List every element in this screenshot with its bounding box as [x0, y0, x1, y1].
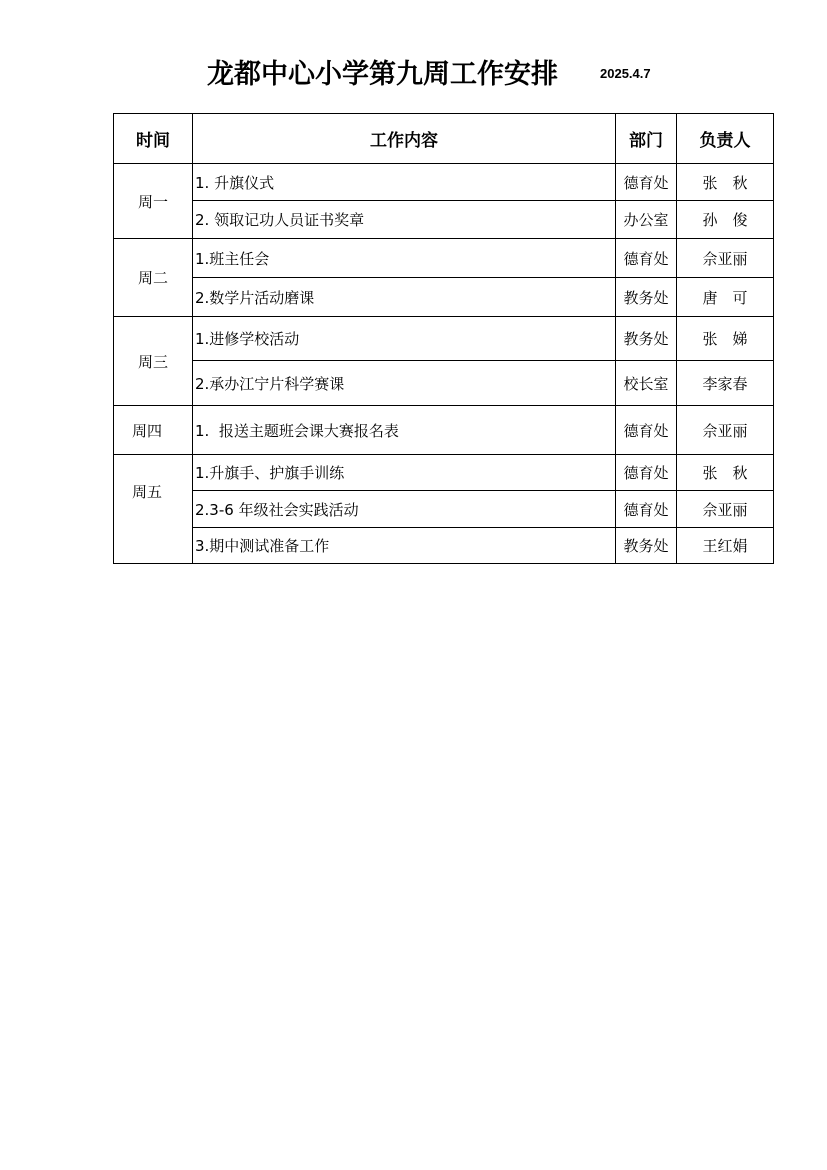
title-row	[0, 52, 827, 92]
page-title: 龙都中心小学第九周工作安排	[207, 59, 558, 90]
header-time: 时间	[114, 114, 193, 164]
day-cell-thu: 周四	[114, 406, 193, 455]
dept-cell: 教务处	[616, 528, 677, 564]
content-cell: 1.升旗手、护旗手训练	[193, 455, 616, 491]
content-cell: 2.承办江宁片科学赛课	[193, 361, 616, 406]
dept-cell: 德育处	[616, 455, 677, 491]
content-cell: 1.进修学校活动	[193, 317, 616, 361]
person-cell: 王红娟	[677, 528, 774, 564]
person-cell: 佘亚丽	[677, 491, 774, 528]
person-cell: 张 秋	[677, 455, 774, 491]
dept-cell: 德育处	[616, 491, 677, 528]
table-row	[114, 406, 774, 455]
table-row	[114, 528, 774, 564]
person-cell: 唐 可	[677, 278, 774, 317]
header-person: 负责人	[677, 114, 774, 164]
person-cell: 李家春	[677, 361, 774, 406]
table-row	[114, 278, 774, 317]
schedule-table	[113, 113, 774, 564]
table-row	[114, 164, 774, 201]
dept-cell: 办公室	[616, 201, 677, 239]
dept-cell: 德育处	[616, 164, 677, 201]
dept-cell: 德育处	[616, 406, 677, 455]
date-label: 2025.4.7	[600, 66, 651, 81]
content-cell: 1.班主任会	[193, 239, 616, 278]
content-cell: 2.数学片活动磨课	[193, 278, 616, 317]
content-cell: 2.3-6 年级社会实践活动	[193, 491, 616, 528]
table-row	[114, 361, 774, 406]
table-row	[114, 491, 774, 528]
dept-cell: 教务处	[616, 317, 677, 361]
header-content: 工作内容	[193, 114, 616, 164]
table-row	[114, 317, 774, 361]
person-cell: 孙 俊	[677, 201, 774, 239]
person-cell: 张 秋	[677, 164, 774, 201]
dept-cell: 教务处	[616, 278, 677, 317]
table-row	[114, 239, 774, 278]
day-cell-tue: 周二	[114, 239, 193, 317]
day-cell-mon: 周一	[114, 164, 193, 239]
content-cell: 1. 升旗仪式	[193, 164, 616, 201]
dept-cell: 德育处	[616, 239, 677, 278]
day-cell-wed: 周三	[114, 317, 193, 406]
header-dept: 部门	[616, 114, 677, 164]
table-header-row	[114, 114, 774, 164]
table-row	[114, 455, 774, 491]
content-cell: 3.期中测试准备工作	[193, 528, 616, 564]
content-cell: 2. 领取记功人员证书奖章	[193, 201, 616, 239]
person-cell: 佘亚丽	[677, 239, 774, 278]
person-cell: 张 娣	[677, 317, 774, 361]
dept-cell: 校长室	[616, 361, 677, 406]
person-cell: 佘亚丽	[677, 406, 774, 455]
table-row	[114, 201, 774, 239]
day-cell-fri: 周五	[114, 455, 193, 564]
content-cell: 1. 报送主题班会课大赛报名表	[193, 406, 616, 455]
